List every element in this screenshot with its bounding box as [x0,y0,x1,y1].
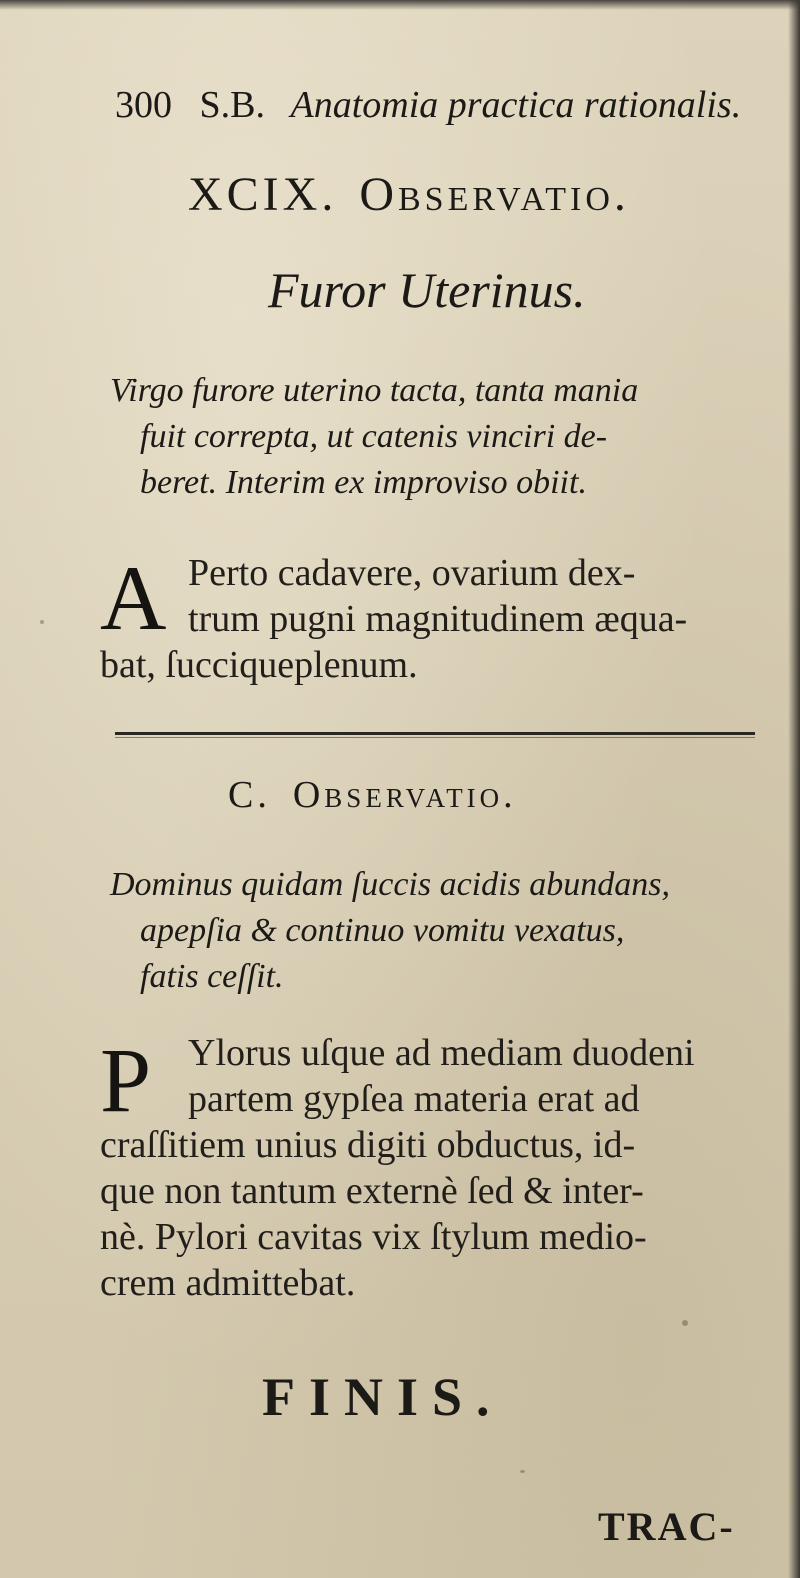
body-line: bat, ſucciqueplenum. [100,644,418,686]
observation-99-word: Observatio. [359,168,630,221]
drop-cap: A [100,547,167,649]
summary-line: fuit correpta, ut catenis vinciri de- [140,418,608,455]
finis-heading: FINIS. [262,1367,504,1427]
summary-line: Virgo furore uterino tacta, tanta mania [110,372,639,409]
observation-99-numeral: XCIX. [188,168,338,221]
page-right-shadow [788,0,800,1578]
paper-speck [40,620,44,624]
body-line: trum pugni magnitudinem æqua- [188,598,688,640]
observation-99-body [100,547,760,690]
body-line: que non tantum externè ſed & inter- [100,1170,644,1212]
paper-speck [520,1470,525,1473]
observation-100-summary [110,862,770,1002]
body-line: partem gypſea materia erat ad [188,1078,640,1120]
paper-speck [682,1320,688,1326]
summary-line: apepſia & continuo vomitu vexatus, [140,912,625,949]
running-head-author: S.B. [199,84,265,126]
body-line: Ylorus uſque ad mediam duodeni [188,1032,695,1074]
body-line: crem admittebat. [100,1262,356,1304]
section-divider-rule [115,732,755,735]
running-head [115,80,775,130]
summary-line: Dominus quidam ſuccis acidis abundans, [110,866,671,903]
catchword: TRAC- [598,1504,735,1549]
observation-100-heading [228,770,668,820]
running-head-title: Anatomia practica rationalis. [290,84,742,126]
summary-line: fatis ceſſit. [140,958,284,995]
observation-99-summary [110,368,770,508]
body-line: Perto cadavere, ovarium dex- [188,552,636,594]
drop-cap: P [100,1029,152,1131]
observation-99-subtitle: Furor Uterinus. [268,262,586,318]
observation-100-numeral: C. [228,774,271,816]
observation-100-body [100,1030,780,1310]
page-top-shadow [0,0,800,10]
summary-line: beret. Interim ex improviso obiit. [140,464,587,501]
body-line: nè. Pylori cavitas vix ſtylum medio- [100,1216,647,1258]
page-number: 300 [115,84,172,126]
observation-100-word: Observatio. [292,774,517,816]
observation-99-heading [188,165,708,225]
body-line: craſſitiem unius digiti obductus, id- [100,1124,636,1166]
